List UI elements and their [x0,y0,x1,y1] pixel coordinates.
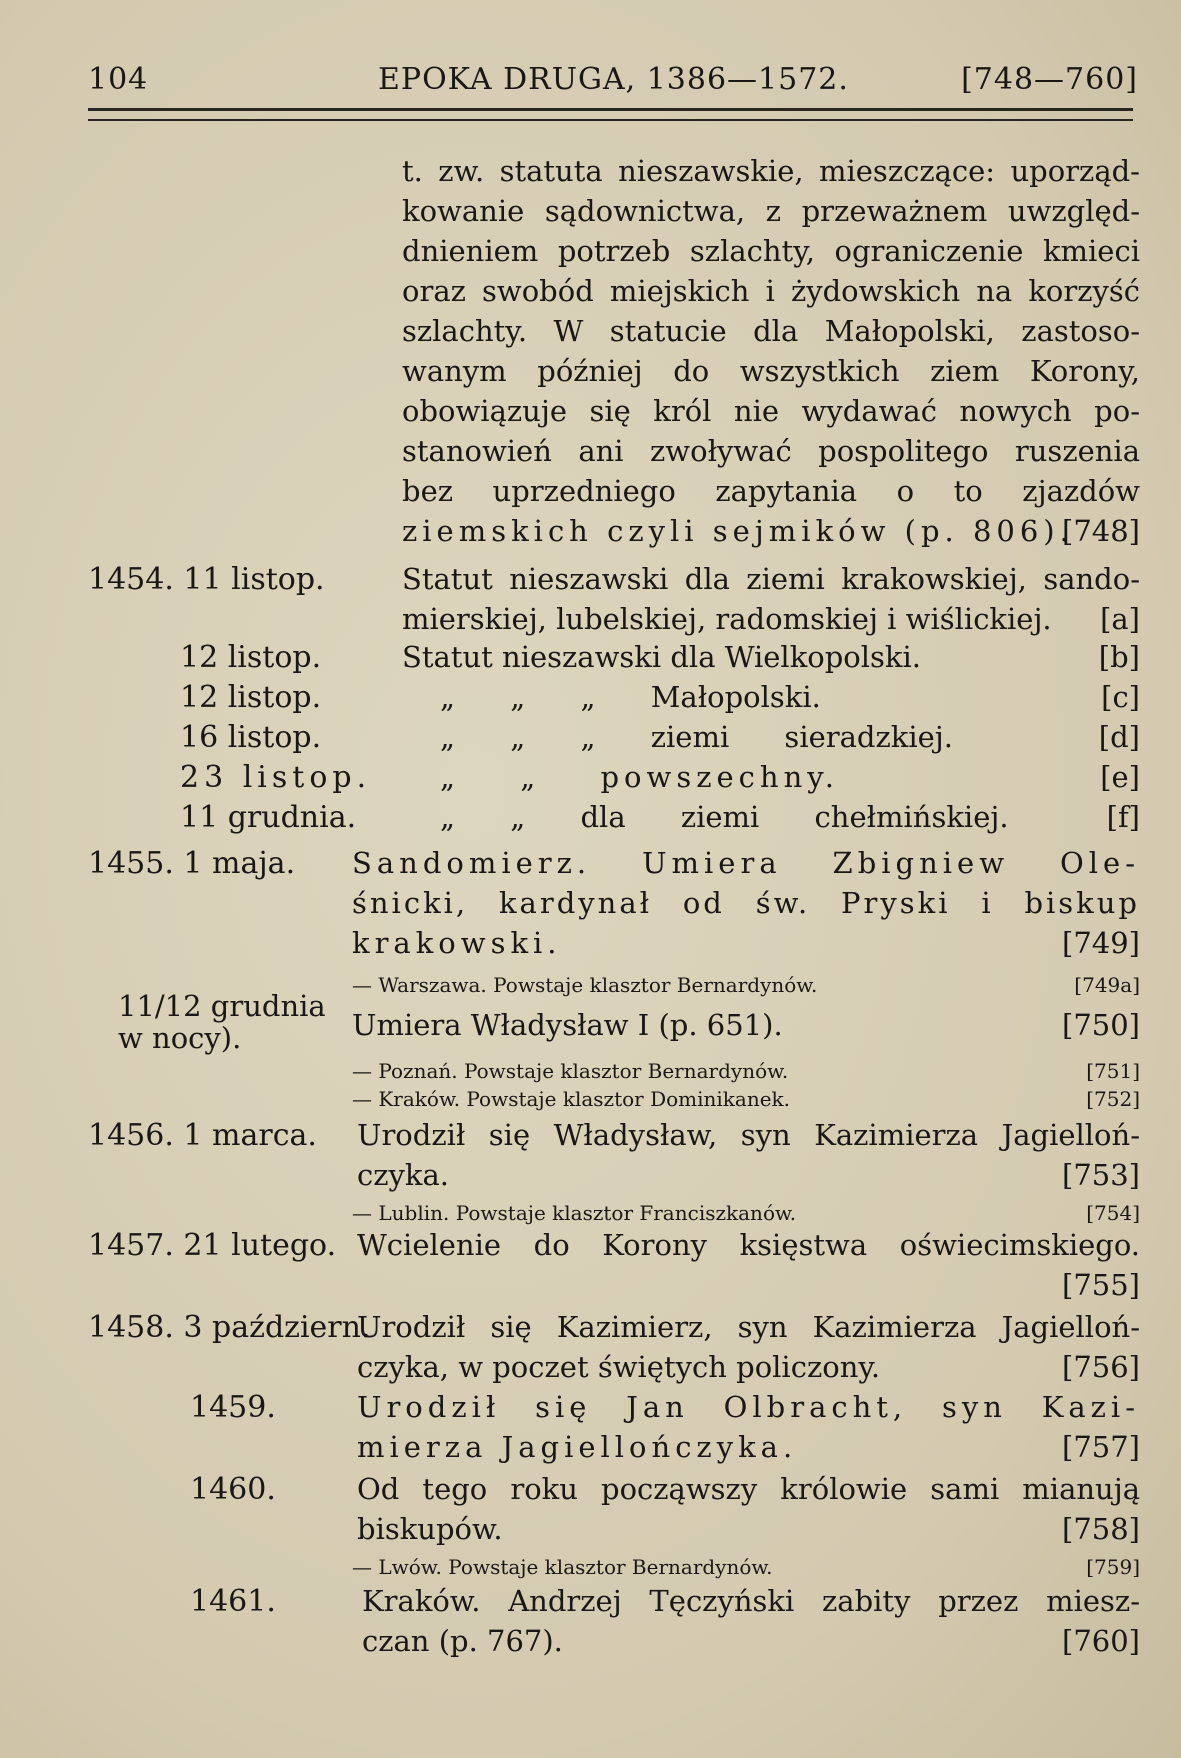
entry-date: 11 grudnia. [180,800,357,835]
entry-date: 1458. 3 październ. [88,1310,371,1345]
entry-line-with-ref [402,512,1140,550]
entry-text-line: — Warszawa. Powstaje klasztor Bernardynów. [352,973,818,997]
entry-text-line: — Kraków. Powstaje klasztor Dominikanek. [352,1087,791,1111]
entry-ref: [748] [1062,514,1140,548]
entry-date: 1455. 1 maja. [88,846,296,881]
entry-text-line: dnieniem potrzeb szlachty, ograniczenie kmieci [402,234,1140,268]
entry-text-line: Wcielenie do Korony księstwa oświecimskiego. [357,1228,1140,1262]
entry-date: 1456. 1 marca. [88,1118,317,1153]
entry-text-line: „ „ powszechny. [440,760,839,794]
entry-line-with-ref [352,1200,1140,1226]
entry-date: 1459. [190,1390,276,1425]
entry-text-line: Sandomierz. Umiera Zbigniew Ole- [352,846,1140,880]
header-rule [88,108,1133,121]
entry-line-with-ref [357,1348,1140,1386]
entry-line-with-ref [357,1428,1140,1466]
entry-text-line: „ „ „ Małopolski. [440,680,821,714]
entry-date: 1460. [190,1472,276,1507]
entry-ref: [757] [1062,1430,1140,1464]
entry-line-with-ref [352,972,1140,998]
entry-date: 11/12 grudnia w nocy). [118,989,326,1055]
entry-text-line: szlachty. W statucie dla Małopolski, zastoso- [402,314,1140,348]
entry-text-line: t. zw. statuta nieszawskie, mieszczące: uporząd- [402,154,1140,188]
entry-line-with-ref [352,1058,1140,1084]
entry-text-line: — Poznań. Powstaje klasztor Bernardynów. [352,1059,789,1083]
entry-ref: [b] [1098,640,1140,674]
entry-text-line: krakowski. [352,926,562,960]
entry-text-line: Kraków. Andrzej Tęczyński zabity przez miesz- [362,1584,1140,1618]
entry-date: 12 listop. [180,680,322,715]
entry-ref: [750] [1062,1008,1140,1042]
entry-text-line: Statut nieszawski dla ziemi krakowskiej, sando- [402,562,1140,596]
entry-text-line: ziemskich czyli sejmików (p. 806). [402,514,1074,548]
entry-line-with-ref [357,1266,1140,1304]
entry-text-line: Urodził się Kazimierz, syn Kazimierza Jagielloń- [357,1310,1140,1344]
entry-text-line: „ „ dla ziemi chełmińskiej. [440,800,1009,834]
entry-text-line: kowanie sądownictwa, z przeważnem uwzględ- [402,194,1140,228]
entry-line-with-ref [352,1086,1140,1112]
entry-line-with-ref [440,718,1140,756]
entry-text-line: mierskiej, lubelskiej, radomskiej i wiślickiej. [402,602,1052,636]
chapter-title: EPOKA DRUGA, 1386—1572. [378,62,849,97]
entry-text-line: Urodził się Władysław, syn Kazimierza Jagielloń- [357,1118,1140,1152]
entry-text-line: śnicki, kardynał od św. Pryski i biskup [352,886,1140,920]
entry-text-line: czyka, w poczet świętych policzony. [357,1350,881,1384]
entry-date: 1454. 11 listop. [88,562,325,597]
entry-text-line: wanym później do wszystkich ziem Korony, [402,354,1140,388]
entry-line-with-ref [402,600,1140,638]
entry-ref: [d] [1098,720,1140,754]
entry-ref: [755] [1062,1268,1140,1302]
entry-line-with-ref [440,798,1140,836]
entry-text-line: mierza Jagiellończyka. [357,1430,798,1464]
entry-date: 1457. 21 lutego. [88,1228,337,1263]
entry-text-line: czyka. [357,1158,449,1192]
entry-text-line: — Lwów. Powstaje klasztor Bernardynów. [352,1555,773,1579]
entry-line-with-ref [357,1156,1140,1194]
entry-ref: [756] [1062,1350,1140,1384]
running-header [88,58,1138,106]
entry-text-line: — Lublin. Powstaje klasztor Franciszkanów. [352,1201,797,1225]
entry-ref: [a] [1100,602,1140,636]
entry-text-line: Od tego roku począwszy królowie sami mianują [357,1472,1140,1506]
entry-text-line: czan (p. 767). [362,1624,563,1658]
entry-line-with-ref [402,638,1140,676]
entry-text-line: stanowień ani zwoływać pospolitego ruszenia [402,434,1140,468]
entry-ref: [759] [1086,1555,1140,1579]
entry-line-with-ref [362,1622,1140,1660]
entry-line-with-ref [440,678,1140,716]
entry-text-line: bez uprzedniego zapytania o to zjazdów [402,474,1140,508]
entry-line-with-ref [440,758,1140,796]
entry-text-line: Urodził się Jan Olbracht, syn Kazi- [357,1390,1140,1424]
entry-line-with-ref [352,1006,1140,1044]
entry-line-with-ref [357,1510,1140,1548]
entry-ref: [758] [1062,1512,1140,1546]
entry-text-line: biskupów. [357,1512,503,1546]
entry-text-line: obowiązuje się król nie wydawać nowych po- [402,394,1140,428]
entry-range: [748—760] [961,62,1138,97]
entry-text-line: oraz swobód miejskich i żydowskich na korzyść [402,274,1140,308]
entry-ref: [f] [1106,800,1140,834]
entry-ref: [749a] [1074,973,1140,997]
entry-line-with-ref [352,1554,1140,1580]
entry-line-with-ref [352,924,1140,962]
entry-date: 23 listop. [180,760,372,795]
entry-ref: [753] [1062,1158,1140,1192]
entry-ref: [e] [1100,760,1140,794]
entry-ref: [749] [1062,926,1140,960]
entry-text-line: Statut nieszawski dla Wielkopolski. [402,640,921,674]
entry-text-line: Umiera Władysław I (p. 651). [352,1008,783,1042]
entry-date: 1461. [190,1584,276,1619]
entry-ref: [760] [1062,1624,1140,1658]
entry-ref: [754] [1086,1201,1140,1225]
entry-ref: [751] [1086,1059,1140,1083]
entry-text-line: „ „ „ ziemi sieradzkiej. [440,720,953,754]
entry-date: 16 listop. [180,720,322,755]
entry-ref: [c] [1101,680,1140,714]
page-number: 104 [88,62,149,97]
entry-date: 12 listop. [180,640,322,675]
entry-ref: [752] [1086,1087,1140,1111]
